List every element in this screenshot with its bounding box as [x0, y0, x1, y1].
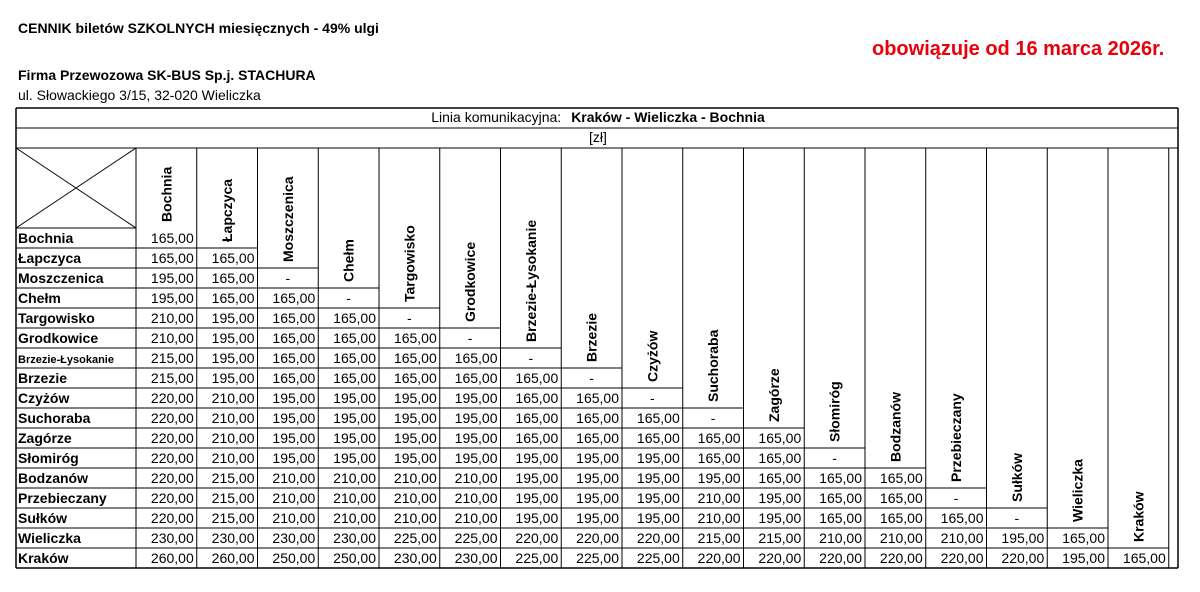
price-cell: 220,00 — [576, 530, 619, 546]
price-cell: 165,00 — [272, 290, 316, 306]
price-cell: 220,00 — [758, 550, 802, 566]
row-label: Grodkowice — [18, 330, 99, 346]
price-cell: 195,00 — [515, 470, 559, 486]
column-header: Chełm — [340, 239, 357, 282]
price-cell: 215,00 — [150, 350, 194, 366]
price-cell: 165,00 — [393, 350, 437, 366]
price-cell: 165,00 — [576, 430, 619, 446]
price-cell: 195,00 — [636, 510, 680, 526]
line-header — [431, 109, 765, 125]
price-cell: 230,00 — [333, 530, 376, 546]
price-cell: 195,00 — [454, 450, 498, 466]
price-cell: - — [407, 310, 412, 326]
column-header: Bochnia — [158, 166, 175, 222]
price-cell: 165,00 — [211, 250, 255, 266]
row-label: Moszczenica — [18, 270, 104, 286]
price-cell: 210,00 — [940, 530, 984, 546]
row-label: Brzezie — [18, 370, 68, 386]
price-cell: 165,00 — [940, 510, 984, 526]
price-cell: 210,00 — [393, 490, 437, 506]
price-cell: - — [1014, 510, 1020, 526]
price-cell: 195,00 — [636, 490, 680, 506]
price-cell: 195,00 — [576, 510, 619, 526]
price-cell: 210,00 — [333, 510, 376, 526]
row-label: Łapczyca — [18, 250, 82, 266]
row-label: Czyżów — [18, 390, 70, 406]
price-cell: 165,00 — [758, 450, 802, 466]
price-cell: 165,00 — [393, 330, 437, 346]
column-header: Sułków — [1008, 452, 1025, 502]
price-cell: 220,00 — [879, 550, 923, 566]
column-header: Zagórze — [765, 368, 782, 422]
price-cell: 210,00 — [879, 530, 923, 546]
price-cell: 195,00 — [272, 450, 316, 466]
price-cell: - — [650, 390, 655, 406]
price-cell: 195,00 — [454, 390, 498, 406]
price-cell: 210,00 — [697, 490, 741, 506]
price-cell: 225,00 — [576, 550, 619, 566]
row-label: Suchoraba — [18, 410, 91, 426]
price-cell: 220,00 — [940, 550, 984, 566]
price-cell: 210,00 — [272, 510, 316, 526]
price-cell: 195,00 — [576, 450, 619, 466]
price-cell: 195,00 — [636, 450, 680, 466]
price-cell: 210,00 — [333, 490, 376, 506]
price-cell: 165,00 — [333, 310, 376, 326]
price-cell: 195,00 — [333, 410, 376, 426]
price-cell: 210,00 — [454, 510, 498, 526]
column-header: Słomiróg — [826, 381, 843, 442]
price-cell: - — [346, 290, 351, 306]
price-cell: 195,00 — [211, 350, 255, 366]
price-cell: 210,00 — [272, 490, 316, 506]
price-cell: 195,00 — [393, 430, 437, 446]
price-cell: 165,00 — [515, 390, 559, 406]
price-cell: 195,00 — [393, 390, 437, 406]
price-cell: 165,00 — [515, 410, 559, 426]
price-cell: 165,00 — [272, 370, 316, 386]
column-header: Targowisko — [401, 225, 418, 302]
column-header: Brzezie-Łysokanie — [522, 219, 539, 342]
price-cell: 195,00 — [454, 430, 498, 446]
price-cell: 215,00 — [211, 490, 255, 506]
table-cells — [18, 167, 1166, 566]
price-cell: 165,00 — [454, 370, 498, 386]
price-cell: 195,00 — [576, 490, 619, 506]
price-cell: 220,00 — [150, 390, 194, 406]
price-cell: 165,00 — [879, 470, 923, 486]
price-cell: - — [285, 270, 291, 286]
price-cell: 195,00 — [333, 430, 376, 446]
column-header: Wieliczka — [1069, 459, 1086, 522]
price-cell: 195,00 — [697, 470, 741, 486]
price-cell: - — [528, 350, 534, 366]
price-cell: 165,00 — [272, 350, 316, 366]
price-cell: 165,00 — [697, 450, 741, 466]
price-cell: 165,00 — [272, 310, 316, 326]
price-cell: 195,00 — [211, 310, 255, 326]
price-cell: 195,00 — [393, 450, 437, 466]
unit-label: [zł] — [589, 129, 607, 145]
price-cell: 210,00 — [211, 390, 255, 406]
row-label: Słomiróg — [18, 450, 79, 466]
price-cell: 165,00 — [515, 370, 559, 386]
price-cell: 195,00 — [1001, 530, 1045, 546]
company-name: Firma Przewozowa SK-BUS Sp.j. STACHURA — [18, 67, 316, 83]
price-cell: 165,00 — [636, 430, 680, 446]
company-address: ul. Słowackiego 3/15, 32-020 Wieliczka — [18, 87, 261, 103]
price-cell: 195,00 — [272, 430, 316, 446]
line-label: Linia komunikacyjna: — [431, 109, 562, 125]
row-label: Brzezie-Łysokanie — [18, 354, 114, 366]
price-cell: 195,00 — [576, 470, 619, 486]
price-cell: 210,00 — [211, 410, 255, 426]
price-cell: 250,00 — [272, 550, 316, 566]
price-cell: 195,00 — [1062, 550, 1105, 566]
price-cell: 220,00 — [636, 530, 680, 546]
row-label: Targowisko — [18, 310, 95, 326]
document-title: CENNIK biletów SZKOLNYCH miesięcznych - 49% ulgi — [18, 20, 379, 36]
price-cell: 220,00 — [515, 530, 559, 546]
column-header: Kraków — [1130, 491, 1147, 542]
price-cell: - — [589, 370, 594, 386]
price-cell: 165,00 — [1122, 550, 1166, 566]
row-label: Wieliczka — [18, 530, 81, 546]
price-cell: 220,00 — [819, 550, 862, 566]
price-cell: 225,00 — [636, 550, 680, 566]
price-cell: 165,00 — [333, 330, 376, 346]
price-cell: 215,00 — [150, 370, 194, 386]
price-cell: 165,00 — [879, 510, 923, 526]
price-cell: 195,00 — [515, 490, 559, 506]
price-cell: 195,00 — [272, 410, 316, 426]
column-header: Brzezie — [583, 312, 600, 362]
price-cell: 165,00 — [819, 490, 862, 506]
price-cell: 220,00 — [150, 430, 194, 446]
price-cell: 165,00 — [333, 370, 376, 386]
price-cell: 210,00 — [819, 530, 862, 546]
price-cell: 225,00 — [393, 530, 437, 546]
price-cell: 210,00 — [393, 470, 437, 486]
row-label: Przebieczany — [18, 490, 107, 506]
price-cell: 220,00 — [1001, 550, 1045, 566]
price-cell: 210,00 — [211, 430, 255, 446]
price-cell: 210,00 — [697, 510, 741, 526]
price-cell: 165,00 — [758, 470, 802, 486]
price-cell: 195,00 — [272, 390, 316, 406]
price-cell: 215,00 — [758, 530, 802, 546]
price-cell: 260,00 — [150, 550, 194, 566]
price-cell: 210,00 — [454, 490, 498, 506]
row-label: Chełm — [18, 290, 61, 306]
price-cell: 165,00 — [576, 390, 619, 406]
price-cell: 230,00 — [393, 550, 437, 566]
column-header: Grodkowice — [462, 241, 479, 322]
price-cell: 230,00 — [272, 530, 316, 546]
price-cell: 165,00 — [1062, 530, 1105, 546]
price-cell: 220,00 — [150, 450, 194, 466]
price-cell: 210,00 — [211, 450, 255, 466]
column-header: Łapczyca — [219, 178, 236, 242]
price-cell: 165,00 — [211, 290, 255, 306]
price-cell: 195,00 — [758, 490, 802, 506]
price-cell: 165,00 — [636, 410, 680, 426]
price-cell: - — [467, 330, 473, 346]
price-cell: 215,00 — [211, 510, 255, 526]
price-cell: - — [710, 410, 716, 426]
price-cell: 215,00 — [697, 530, 741, 546]
price-cell: 195,00 — [636, 470, 680, 486]
price-cell: 165,00 — [454, 350, 498, 366]
row-label: Sułków — [18, 510, 68, 526]
column-header: Przebieczany — [948, 393, 965, 482]
price-cell: 165,00 — [211, 270, 255, 286]
price-cell: 250,00 — [333, 550, 376, 566]
price-cell: 195,00 — [758, 510, 802, 526]
price-cell: 230,00 — [454, 550, 498, 566]
price-cell: 260,00 — [211, 550, 255, 566]
price-cell: 195,00 — [150, 290, 194, 306]
price-cell: 220,00 — [150, 410, 194, 426]
row-label: Kraków — [18, 550, 69, 566]
price-cell: 165,00 — [758, 430, 802, 446]
price-cell: 165,00 — [576, 410, 619, 426]
price-cell: 230,00 — [211, 530, 255, 546]
price-cell: 195,00 — [515, 510, 559, 526]
price-cell: 210,00 — [393, 510, 437, 526]
price-cell: 225,00 — [454, 530, 498, 546]
price-cell: 215,00 — [211, 470, 255, 486]
price-cell: 230,00 — [150, 530, 194, 546]
price-cell: 165,00 — [515, 430, 559, 446]
price-cell: 210,00 — [272, 470, 316, 486]
price-cell: 210,00 — [150, 310, 194, 326]
price-cell: 210,00 — [333, 470, 376, 486]
row-label: Bodzanów — [18, 470, 88, 486]
column-header: Bodzanów — [887, 392, 904, 462]
line-name: Kraków - Wieliczka - Bochnia — [571, 109, 765, 125]
row-label: Bochnia — [18, 230, 74, 246]
price-cell: 165,00 — [150, 230, 194, 246]
price-cell: 220,00 — [697, 550, 741, 566]
price-cell: 195,00 — [393, 410, 437, 426]
price-cell: 220,00 — [150, 490, 194, 506]
price-cell: 195,00 — [150, 270, 194, 286]
price-cell: 165,00 — [333, 350, 376, 366]
price-cell: 165,00 — [150, 250, 194, 266]
column-header: Suchoraba — [705, 329, 722, 402]
row-label: Zagórze — [18, 430, 72, 446]
column-header: Moszczenica — [279, 176, 296, 262]
price-cell: 195,00 — [211, 330, 255, 346]
price-cell: 220,00 — [150, 470, 194, 486]
price-cell: 195,00 — [515, 450, 559, 466]
price-cell: 220,00 — [150, 510, 194, 526]
price-cell: 195,00 — [454, 410, 498, 426]
price-cell: 165,00 — [697, 430, 741, 446]
column-header: Czyżów — [644, 330, 661, 382]
valid-from-notice: obowiązuje od 16 marca 2026r. — [872, 38, 1165, 60]
price-cell: - — [953, 490, 959, 506]
price-cell: 165,00 — [819, 470, 862, 486]
price-cell: 195,00 — [333, 450, 376, 466]
price-cell: 225,00 — [515, 550, 559, 566]
price-cell: 165,00 — [393, 370, 437, 386]
price-cell: 165,00 — [819, 510, 862, 526]
price-cell: 210,00 — [454, 470, 498, 486]
price-cell: 210,00 — [150, 330, 194, 346]
price-cell: - — [832, 450, 837, 466]
price-cell: 195,00 — [333, 390, 376, 406]
price-cell: 195,00 — [211, 370, 255, 386]
price-cell: 165,00 — [879, 490, 923, 506]
price-cell: 165,00 — [272, 330, 316, 346]
